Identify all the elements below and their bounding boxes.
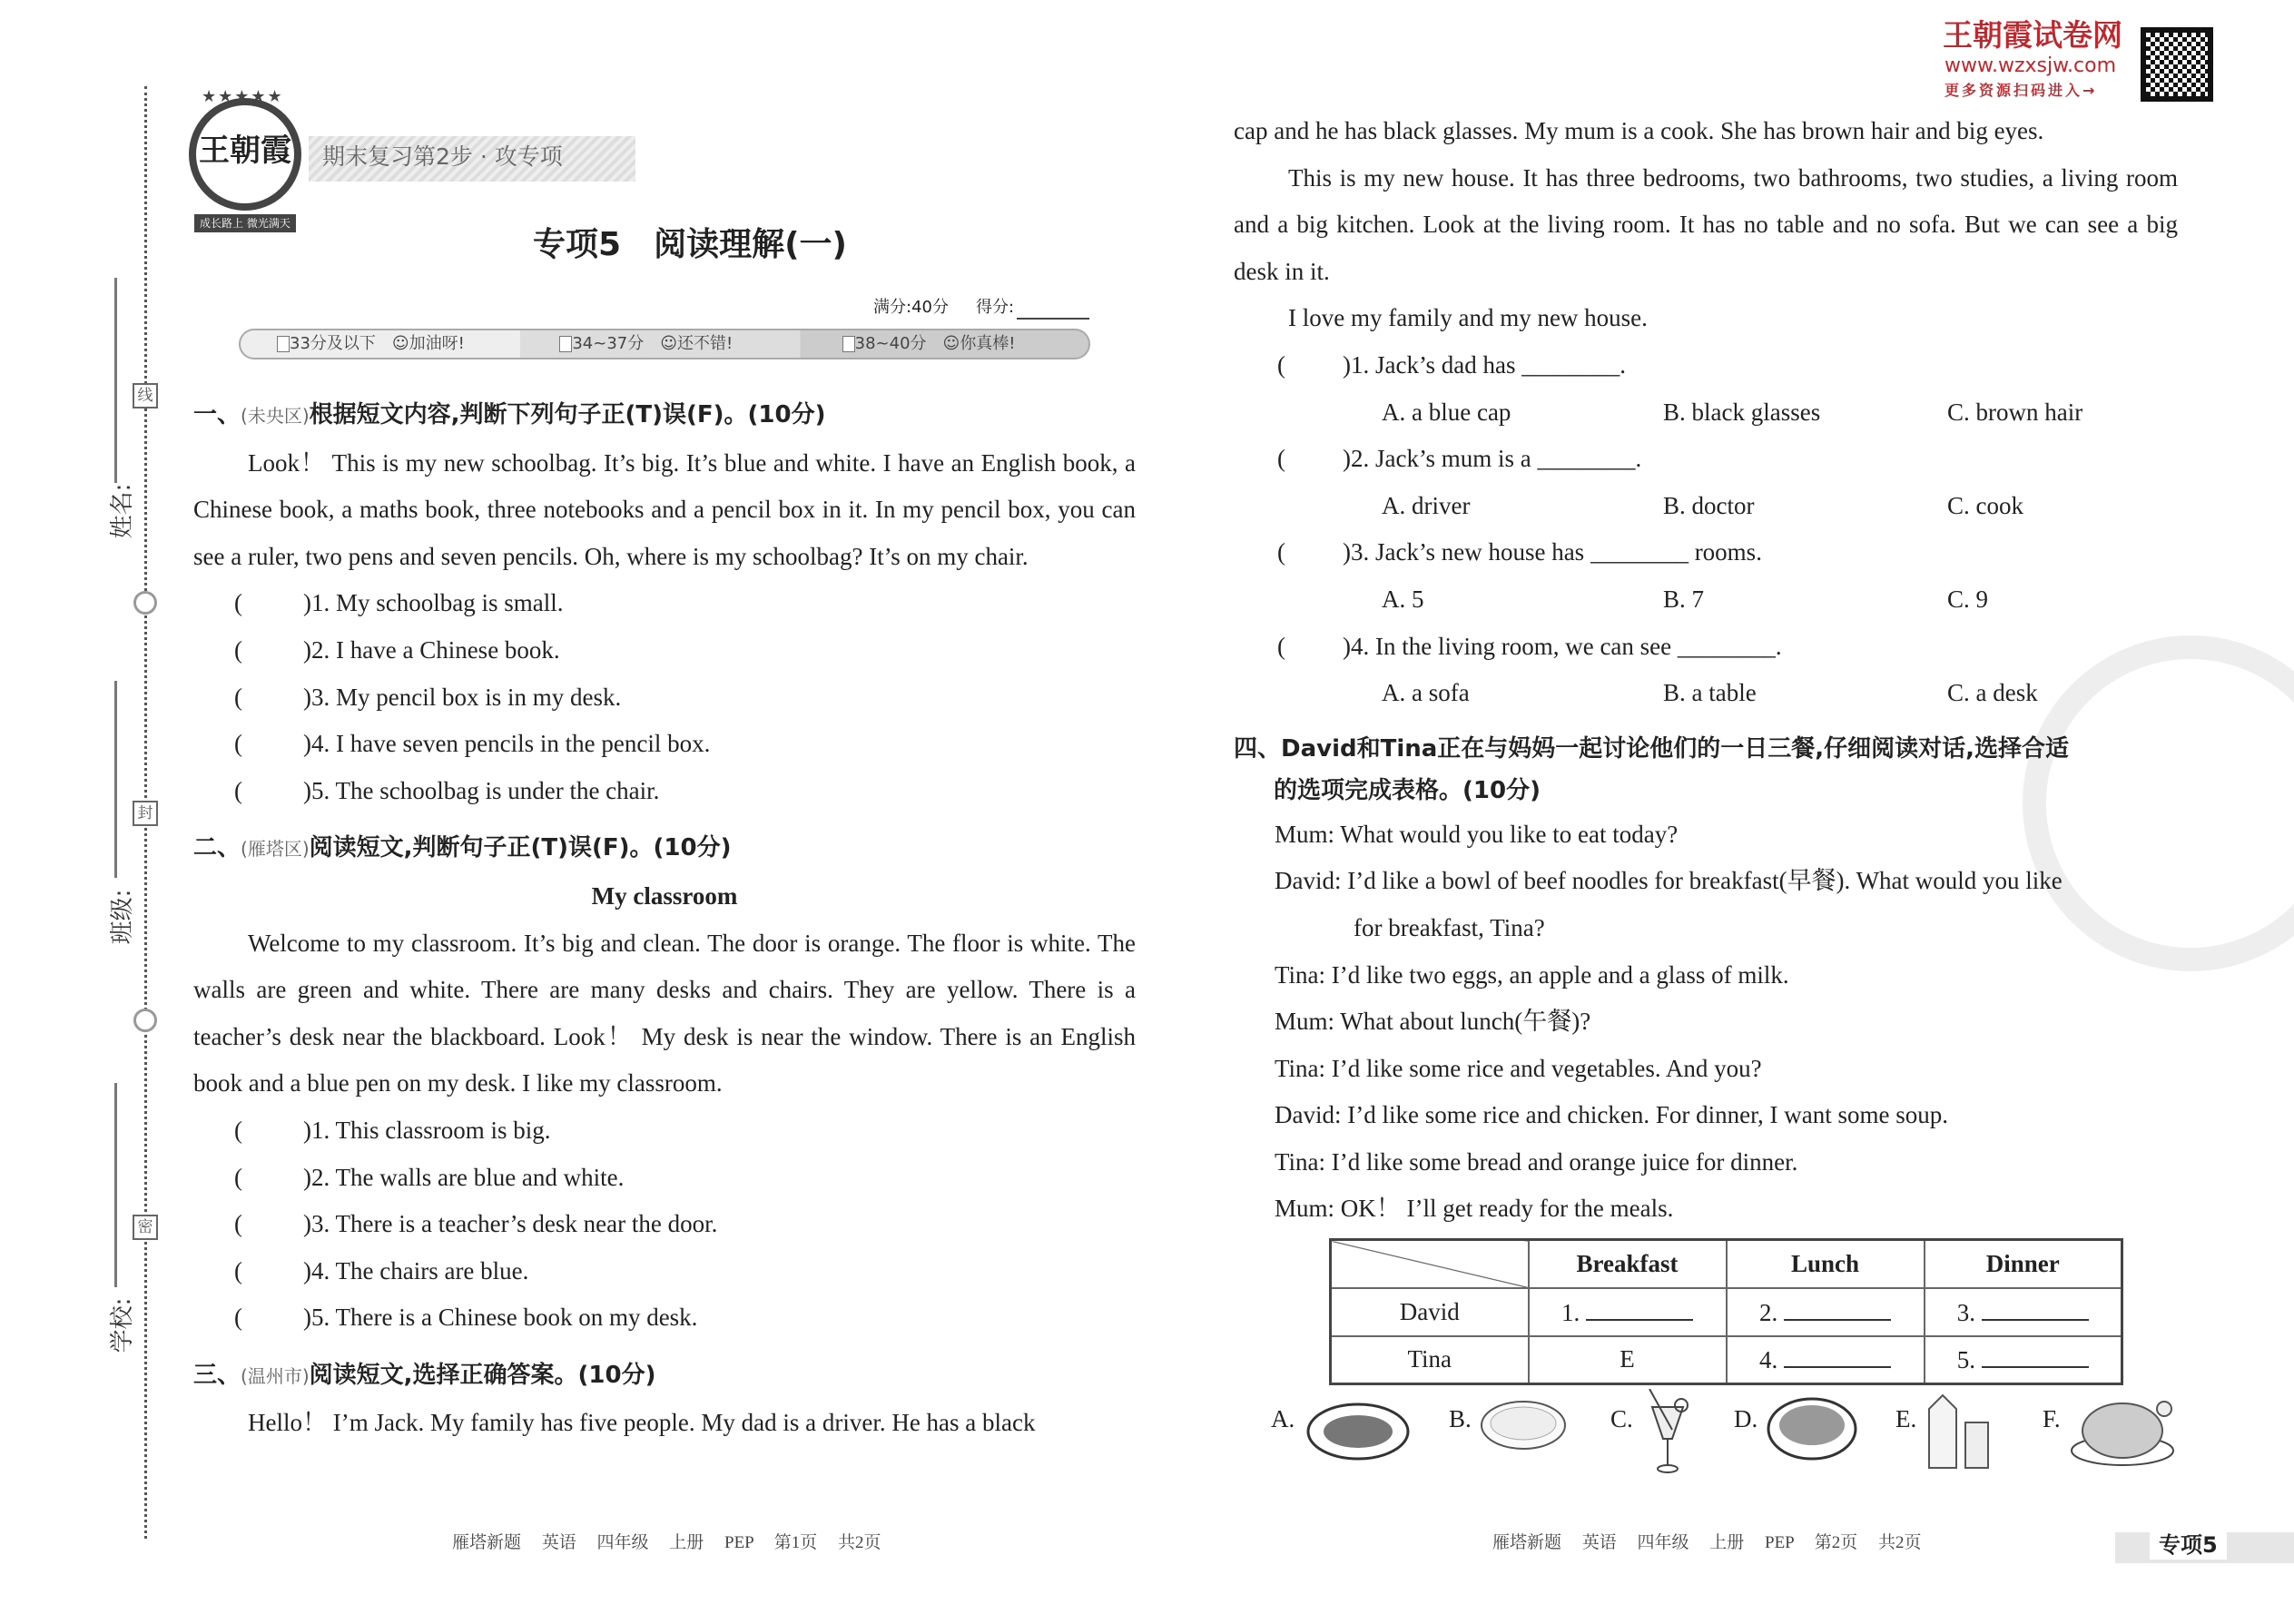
dialog-line: Tina: I’d like two eggs, an apple and a glass of milk. bbox=[1275, 960, 1789, 989]
brand-name: 王朝霞试卷网 bbox=[1943, 17, 2122, 53]
answer-cell[interactable]: 1. bbox=[1529, 1288, 1727, 1336]
answer-blank[interactable]: ( bbox=[234, 1256, 291, 1284]
col-header: Dinner bbox=[1925, 1240, 2122, 1288]
option-label: C. bbox=[1610, 1405, 1633, 1433]
option[interactable]: C. cook bbox=[1947, 491, 2023, 519]
tf-question: ( ) 4. I have seven pencils in the pencil box. bbox=[234, 721, 1136, 768]
passage-2: Welcome to my classroom. It’s big and clean. The door is orange. The floor is white. The walls are green and white. There are many desks and chairs. They are yellow. There is a teacher’s desk near the blackboard. Look！ My desk is near the window. There is an English book and a blue pen on my desk. I like my classroom. bbox=[193, 929, 1136, 1097]
step-banner: 期末复习第2步 · 攻专项 bbox=[322, 143, 563, 170]
option[interactable]: B. a table bbox=[1663, 679, 1757, 707]
mc-questions bbox=[1234, 342, 2178, 717]
option[interactable]: B. doctor bbox=[1663, 491, 1755, 519]
section-2-heading: 二、(雁塔区)阅读短文,判断句子正(T)误(F)。(10分) bbox=[193, 834, 732, 862]
seal-mark: 封 bbox=[133, 801, 158, 826]
tf-question: ( ) 5. There is a Chinese book on my desk. bbox=[234, 1294, 1136, 1342]
answer-blank[interactable]: ( bbox=[234, 635, 291, 664]
mc-question: ( )1. Jack’s dad has ________. A. a blue cap B. black glasses C. brown hair bbox=[1277, 342, 2178, 436]
checkbox[interactable] bbox=[277, 336, 290, 352]
face-icon: ☺ bbox=[660, 334, 677, 353]
dialog-line: Mum: What about lunch(午餐)? bbox=[1275, 1008, 1591, 1036]
option[interactable]: B. black glasses bbox=[1663, 398, 1821, 426]
option[interactable]: A. a blue cap bbox=[1382, 398, 1511, 426]
tf-question: ( ) 4. The chairs are blue. bbox=[234, 1248, 1136, 1295]
school-field[interactable] bbox=[114, 1083, 117, 1287]
brand-url[interactable]: www.wzxsjw.com bbox=[1944, 54, 2117, 77]
noodle-bowl-icon bbox=[1765, 1396, 1859, 1463]
name-label: 姓名: bbox=[109, 483, 136, 539]
brand-cta: 更多资源扫码进入→ bbox=[1944, 82, 2098, 99]
col-header: Lunch bbox=[1727, 1240, 1925, 1288]
passage-3-p2: This is my new house. It has three bedrooms, two bathrooms, two studies, a living room and a big kitchen. Look at the living room. It has no table and no sofa. But we can see a big desk in it. bbox=[1234, 163, 2178, 285]
table-row bbox=[1331, 1288, 2122, 1336]
page-tag: 专项5 bbox=[2150, 1530, 2227, 1560]
answer-blank[interactable]: ( bbox=[1277, 350, 1334, 379]
roast-chicken-icon bbox=[2070, 1391, 2179, 1469]
mc-question: ( )3. Jack’s new house has ________ rooms. A. 5 B. 7 C. 9 bbox=[1277, 529, 2178, 623]
rating-msg: 你真棒! bbox=[960, 334, 1016, 353]
option[interactable]: C. brown hair bbox=[1947, 398, 2083, 426]
option[interactable]: A. 5 bbox=[1382, 585, 1424, 613]
row-header: David bbox=[1331, 1288, 1529, 1336]
chicken-rice-plate-icon bbox=[1304, 1400, 1413, 1463]
brand-logo bbox=[189, 98, 301, 211]
stars-icon: ★★★★★ bbox=[202, 87, 284, 105]
answer-blank[interactable]: ( bbox=[1277, 632, 1334, 660]
passage-3-cont: cap and he has black glasses. My mum is a cook. She has brown hair and big eyes. bbox=[1234, 117, 2044, 144]
name-field[interactable] bbox=[114, 278, 117, 483]
face-icon: ☺ bbox=[942, 334, 960, 353]
dialog-line: David: I’d like some rice and chicken. For dinner, I want some soup. bbox=[1275, 1101, 1948, 1129]
dialog-line: Tina: I’d like some bread and orange juice for dinner. bbox=[1275, 1147, 1798, 1176]
answer-blank[interactable]: ( bbox=[234, 730, 291, 758]
dialog-line: Mum: OK！ I’ll get ready for the meals. bbox=[1275, 1195, 1674, 1223]
option[interactable]: C. a desk bbox=[1947, 679, 2038, 707]
option[interactable]: C. 9 bbox=[1947, 585, 1989, 613]
right-column bbox=[1234, 108, 2178, 1480]
s2-items bbox=[193, 1107, 1136, 1342]
logo-text: 王朝霞 bbox=[199, 133, 291, 169]
option-label: B. bbox=[1449, 1405, 1472, 1433]
seal-mark: 线 bbox=[133, 383, 158, 408]
dialogue bbox=[1234, 812, 2178, 1233]
dialog-line: David: I’d like a bowl of beef noodles for breakfast(早餐). What would you like for breakfast, Tina? bbox=[1275, 867, 2063, 941]
answer-blank[interactable]: ( bbox=[234, 589, 291, 617]
section-4-heading: 四、David和Tina正在与妈妈一起讨论他们的一日三餐,仔细阅读对话,选择合适 的选项完成表格。(10分) bbox=[1234, 734, 2070, 804]
option-label: D. bbox=[1734, 1405, 1758, 1433]
footer-left: 雁塔新题 英语 四年级 上册 PEP 第1页 共2页 bbox=[452, 1533, 881, 1552]
score-rating-bar bbox=[239, 329, 1090, 359]
col-header: Breakfast bbox=[1529, 1240, 1727, 1288]
page-title: 专项5 阅读理解(一) bbox=[533, 226, 847, 263]
answer-cell[interactable]: 5. bbox=[1925, 1336, 2122, 1384]
rating-option[interactable] bbox=[241, 334, 523, 354]
answer-cell[interactable]: 4. bbox=[1727, 1336, 1925, 1384]
rating-range: 33分及以下 bbox=[290, 334, 376, 353]
tf-question: ( ) 2. The walls are blue and white. bbox=[234, 1155, 1136, 1202]
answer-blank[interactable]: ( bbox=[234, 1304, 291, 1332]
table-row bbox=[1331, 1336, 2122, 1384]
tf-question: ( ) 5. The schoolbag is under the chair. bbox=[234, 768, 1136, 815]
juice-glass-icon bbox=[1645, 1389, 1690, 1480]
face-icon: ☺ bbox=[391, 334, 409, 353]
soup-bowl-icon bbox=[1478, 1398, 1569, 1458]
answer-blank[interactable]: ( bbox=[234, 1210, 291, 1238]
full-score: 满分:40分 bbox=[873, 298, 949, 317]
given-cell: E bbox=[1529, 1336, 1727, 1384]
row-header: Tina bbox=[1331, 1336, 1529, 1384]
rating-option[interactable] bbox=[523, 334, 805, 354]
food-options bbox=[1271, 1393, 2178, 1480]
tf-question: ( ) 2. I have a Chinese book. bbox=[234, 627, 1136, 674]
mc-question: ( )2. Jack’s mum is a ________. A. driver B. doctor C. cook bbox=[1277, 436, 2178, 529]
milk-carton-icon bbox=[1925, 1391, 1997, 1472]
answer-blank[interactable]: ( bbox=[1277, 538, 1334, 566]
passage-3-start: Hello！ I’m Jack. My family has five people. My dad is a driver. He has a black bbox=[248, 1409, 1036, 1437]
class-label: 班级: bbox=[109, 889, 136, 945]
option[interactable]: B. 7 bbox=[1663, 585, 1705, 613]
tf-question: ( ) 1. This classroom is big. bbox=[234, 1107, 1136, 1155]
answer-blank[interactable]: ( bbox=[234, 776, 291, 804]
score-label: 得分: bbox=[976, 298, 1015, 317]
binding-circle-icon bbox=[133, 1009, 157, 1032]
passage-title: My classroom bbox=[591, 881, 738, 910]
qr-code-icon[interactable] bbox=[2141, 27, 2213, 102]
left-column bbox=[193, 392, 1136, 1447]
score-field[interactable] bbox=[1017, 318, 1089, 320]
answer-cell[interactable]: 2. bbox=[1727, 1288, 1925, 1336]
mc-question: ( )4. In the living room, we can see ________. A. a sofa B. a table C. a desk bbox=[1277, 624, 2178, 717]
logo-slogan: 成长路上 微光满天 bbox=[194, 214, 296, 232]
tf-question: ( ) 3. My pencil box is in my desk. bbox=[234, 674, 1136, 722]
seal-mark: 密 bbox=[133, 1215, 158, 1240]
answer-blank[interactable]: ( bbox=[1277, 445, 1334, 473]
school-label: 学校: bbox=[109, 1297, 136, 1353]
rating-msg: 还不错! bbox=[676, 334, 733, 353]
tf-question: ( ) 1. My schoolbag is small. bbox=[234, 580, 1136, 627]
dialog-line: Tina: I’d like some rice and vegetables. And you? bbox=[1275, 1054, 1762, 1082]
rating-msg: 加油呀! bbox=[409, 334, 465, 353]
meals-table bbox=[1329, 1238, 2123, 1385]
s1-items bbox=[193, 580, 1136, 814]
dialog-line: Mum: What would you like to eat today? bbox=[1275, 820, 1679, 848]
option[interactable]: A. a sofa bbox=[1382, 679, 1470, 707]
rating-range: 38~40分 bbox=[854, 334, 927, 353]
section-1-heading: 一、(未央区)根据短文内容,判断下列句子正(T)误(F)。(10分) bbox=[193, 401, 826, 428]
option-label: F. bbox=[2043, 1405, 2061, 1433]
rating-range: 34~37分 bbox=[572, 334, 645, 353]
option-label: A. bbox=[1271, 1405, 1295, 1433]
answer-blank[interactable]: ( bbox=[234, 683, 291, 711]
class-field[interactable] bbox=[114, 681, 117, 878]
footer-right: 雁塔新题 英语 四年级 上册 PEP 第2页 共2页 bbox=[1492, 1533, 1922, 1552]
checkbox[interactable] bbox=[559, 336, 572, 352]
binding-circle-icon bbox=[133, 591, 157, 615]
answer-blank[interactable]: ( bbox=[234, 1116, 291, 1144]
option[interactable]: A. driver bbox=[1382, 491, 1471, 519]
passage-1: Look！ This is my new schoolbag. It’s big. It’s blue and white. I have an English book, a Chinese book, a maths book, three notebooks and a pencil box in it. In my pencil box, you can see a ruler, two pens and seven pencils. Oh, where is my schoolbag? It’s on my chair. bbox=[193, 448, 1136, 570]
rating-option[interactable] bbox=[806, 334, 1088, 354]
corner-cell bbox=[1331, 1240, 1529, 1288]
tf-question: ( ) 3. There is a teacher’s desk near the door. bbox=[234, 1201, 1136, 1248]
option-label: E. bbox=[1895, 1405, 1917, 1433]
answer-blank[interactable]: ( bbox=[234, 1163, 291, 1191]
answer-cell[interactable]: 3. bbox=[1925, 1288, 2122, 1336]
passage-3-p3: I love my family and my new house. bbox=[1288, 304, 1648, 332]
section-3-heading: 三、(温州市)阅读短文,选择正确答案。(10分) bbox=[193, 1361, 656, 1389]
checkbox[interactable] bbox=[842, 336, 855, 352]
